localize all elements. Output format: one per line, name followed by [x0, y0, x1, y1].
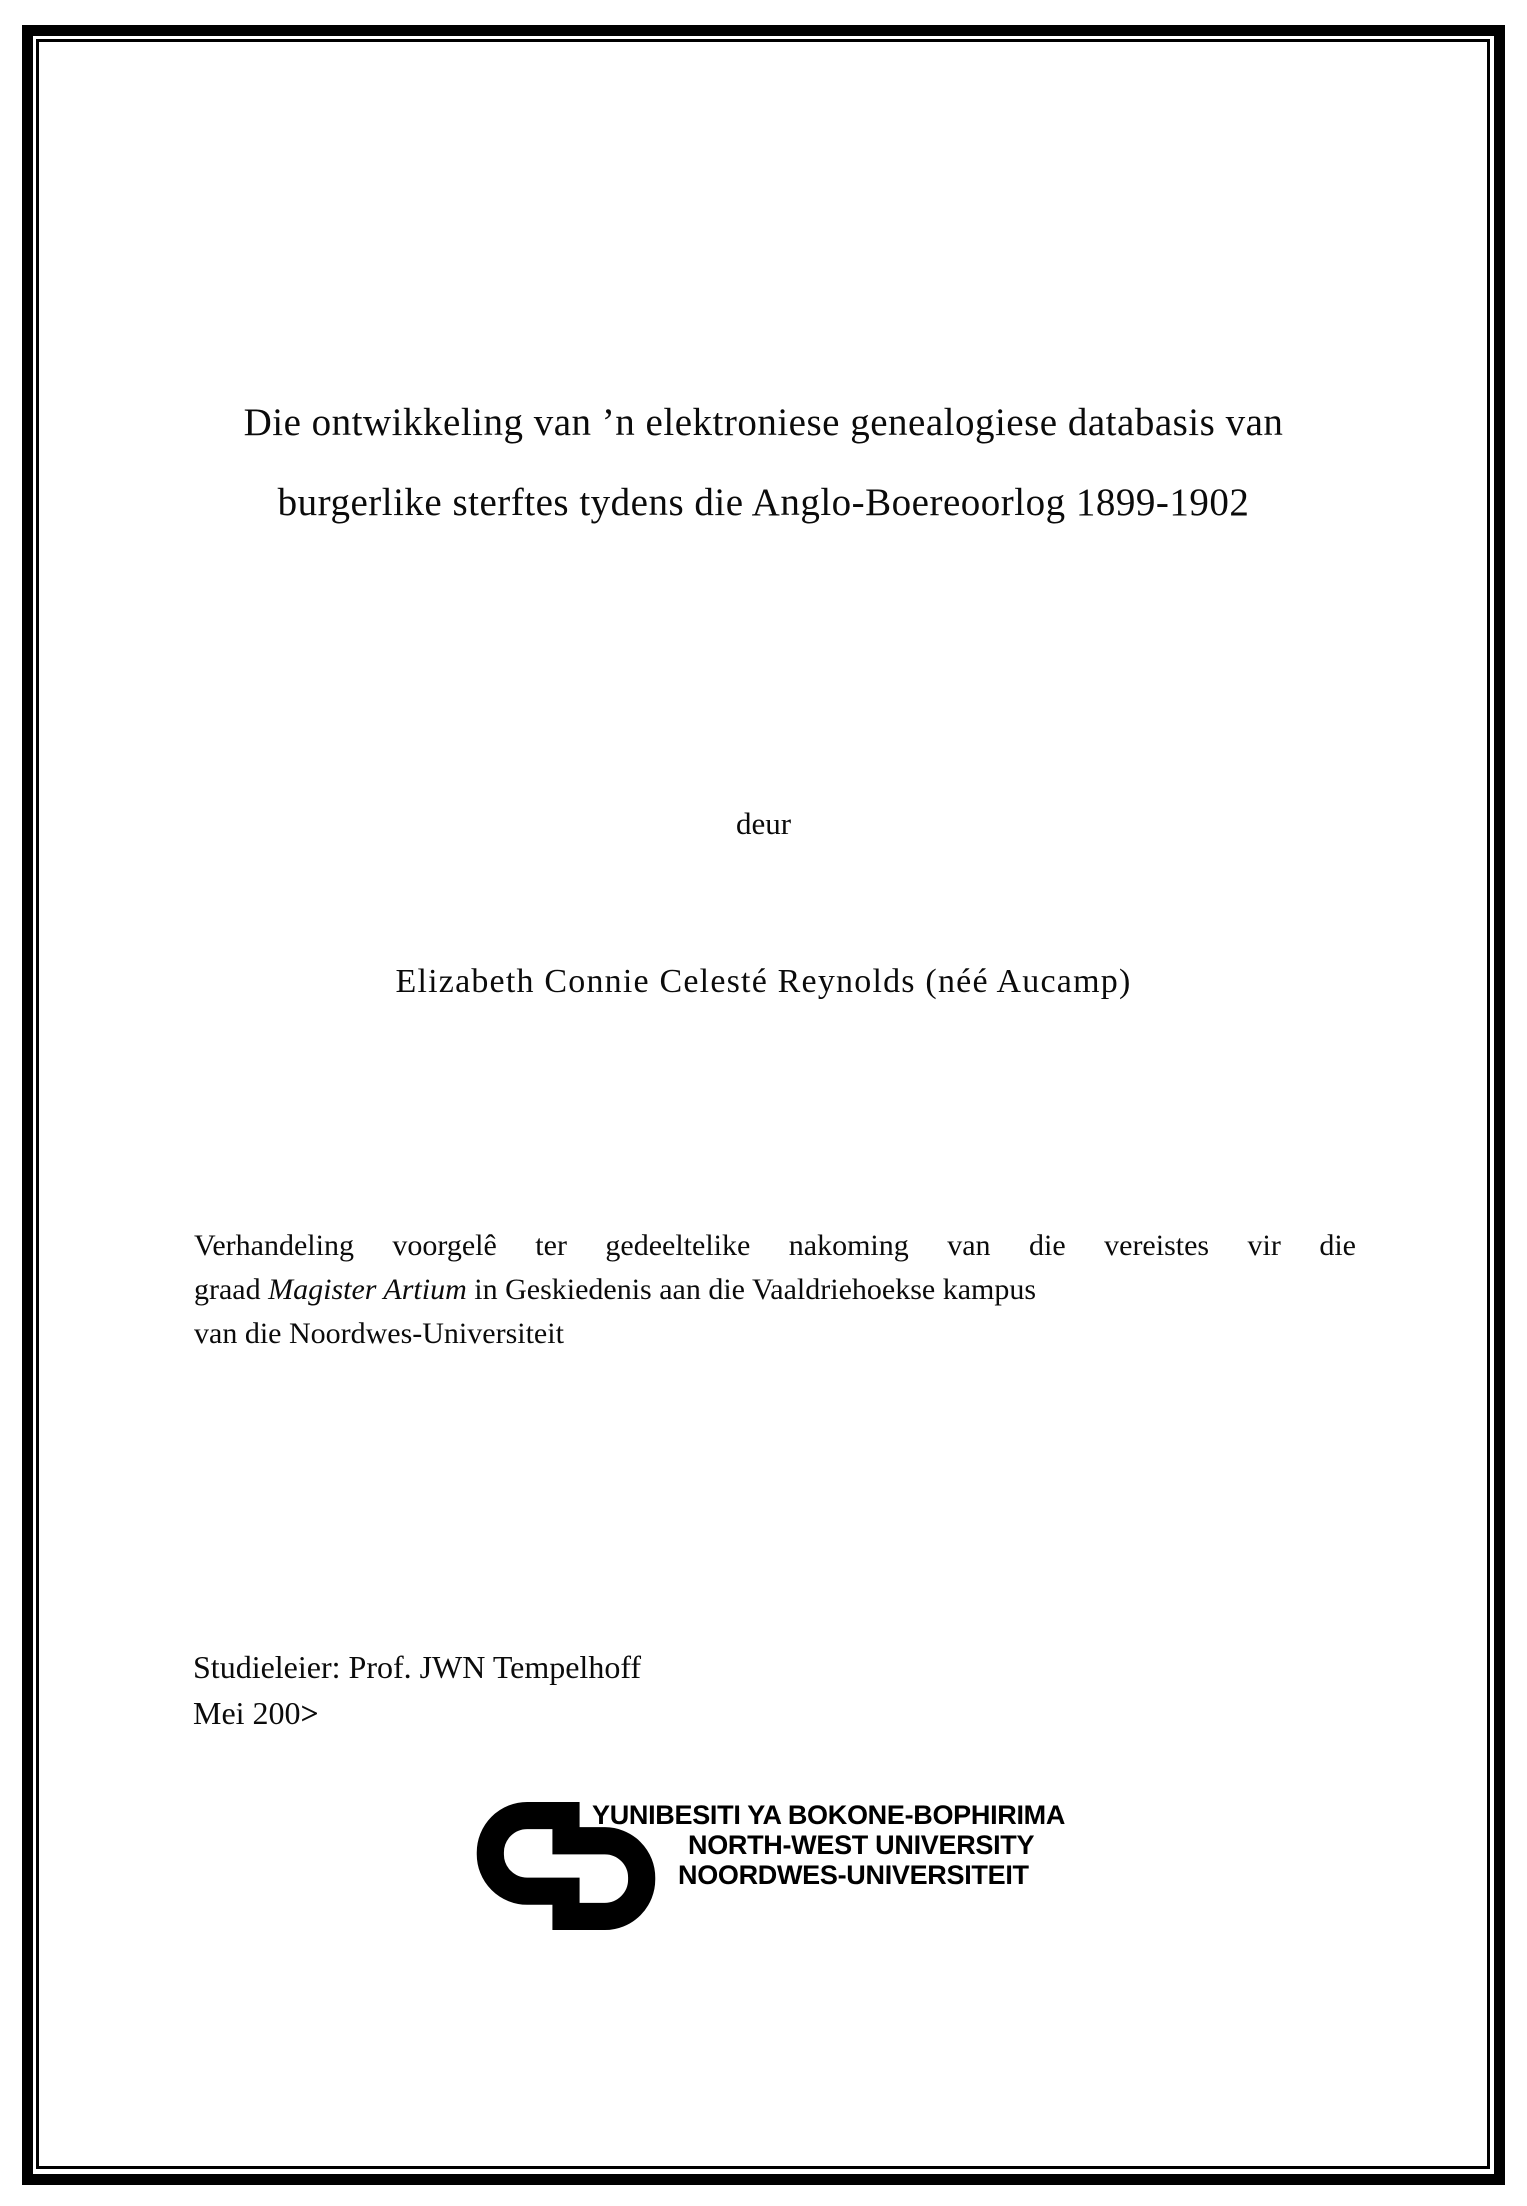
- nwu-logo-line-english: NORTH-WEST UNIVERSITY: [688, 1830, 1035, 1860]
- declaration-line3: van die Noordwes-Universiteit: [194, 1317, 564, 1350]
- supervisor-line: Studieleier: Prof. JWN Tempelhoff: [193, 1649, 642, 1685]
- nwu-logo-wordmark: [592, 1800, 1065, 1890]
- date-last-digit-glyph: >: [300, 1695, 317, 1731]
- declaration-line2: [194, 1268, 1356, 1312]
- date-prefix: Mei 200: [193, 1695, 301, 1731]
- declaration-line2-prefix: graad: [194, 1273, 269, 1306]
- nwu-logo: [468, 1798, 1108, 1938]
- byline-deur: deur: [735, 806, 792, 841]
- declaration-line1: Verhandeling voorgelê ter gedeeltelike nakoming van die vereistes vir die: [194, 1229, 1356, 1262]
- nwu-logo-line-setswana: YUNIBESITI YA BOKONE-BOPHIRIMA: [592, 1800, 1066, 1830]
- declaration-line2-suffix: in Geskiedenis aan die Vaaldriehoekse kampus: [466, 1273, 1037, 1306]
- thesis-title-line2: burgerlike sterftes tydens die Anglo-Boereoorlog 1899-1902: [277, 481, 1250, 524]
- supervisor-block: [193, 1644, 641, 1736]
- degree-name-italic: Magister Artium: [268, 1273, 467, 1306]
- thesis-title-line1: Die ontwikkeling van ’n elektroniese genealogiese databasis van: [243, 401, 1284, 444]
- author-name: Elizabeth Connie Celesté Reynolds (néé Aucamp): [395, 963, 1132, 1000]
- nwu-logo-line-afrikaans: NOORDWES-UNIVERSITEIT: [678, 1860, 1029, 1890]
- declaration-paragraph: [194, 1224, 1356, 1356]
- date-line: [193, 1690, 641, 1736]
- thesis-title: [70, 400, 1457, 526]
